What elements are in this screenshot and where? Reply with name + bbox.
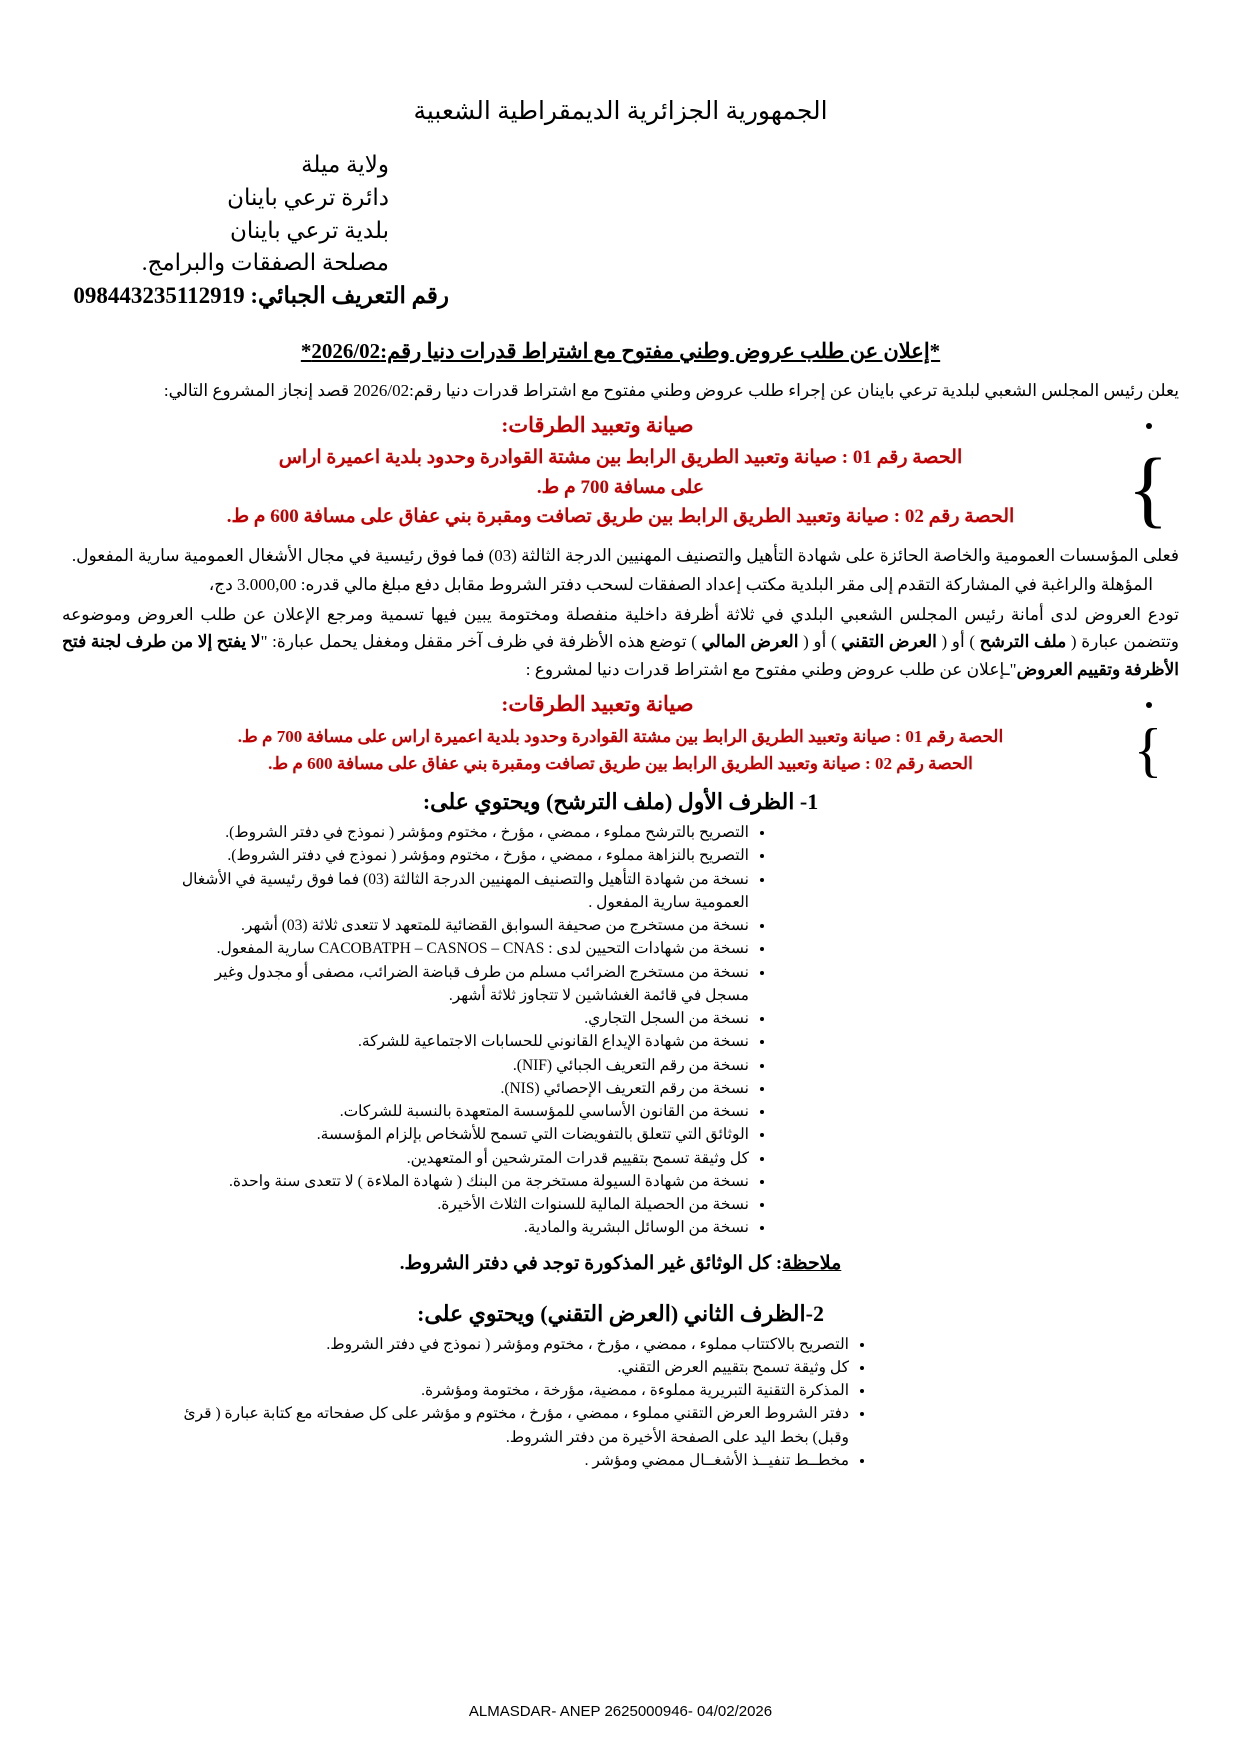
tax-id-value: 098443235112919 — [73, 282, 245, 308]
announcement-title: *إعلان عن طلب عروض وطني مفتوح مع اشتراط قدرات دنيا رقم:2026/02* — [300, 338, 941, 363]
do-not-open-label: لا يفتح إلا من طرف لجنة فتح الأظرفة وتقييم العروض — [62, 632, 1179, 679]
tax-id-label: رقم التعريف الجبائي: — [250, 282, 449, 308]
list-item: • نسخة من مستخرج الضرائب مسلم من طرف قباضة الضرائب، مصفى أو مجدول وغير مسجل في قائمة الغشاشين لا تتجاوز ثلاثة أشهر. — [172, 961, 749, 1008]
baladiya-line: بلدية ترعي باينان — [230, 217, 389, 243]
curly-brace-icon-2: } — [1133, 717, 1163, 784]
envelope-technical-label: العرض التقني — [841, 632, 937, 652]
section-1-heading: 1- الظرف الأول (ملف الترشح) ويحتوي على: — [422, 789, 819, 815]
list-item: • نسخة من السجل التجاري. — [172, 1007, 749, 1030]
lot-2-line-1: الحصة رقم 02 : صيانة وتعبيد الطريق الرابط بين طريق تصافت ومقبرة بني عفاق على مسافة 600 م ط. — [226, 506, 1015, 528]
section-2-heading: 2-الظرف الثاني (العرض التقني) ويحتوي على: — [417, 1300, 824, 1326]
lots-block-2 — [62, 717, 1179, 784]
document-content — [62, 96, 1179, 1472]
daira-line: دائرة ترعي باينان — [227, 184, 389, 210]
project-heading-list-2 — [62, 689, 1179, 721]
section-1-documents-list — [62, 821, 1179, 1240]
note-label: ملاحظة — [782, 1252, 842, 1274]
organization-block — [62, 149, 1179, 312]
envelope-financial-label: العرض المالي — [701, 632, 799, 652]
list-item: • دفتر الشروط العرض التقني مملوء ، ممضي ، مؤرخ ، مختوم و مؤشر على كل صفحاته مع كتابة عبارة ( قرئ وقبل) بخط اليد على الصفحة الأخيرة من دفتر الشروط. — [172, 1402, 849, 1449]
list-item: • نسخة من شهادات التحيين لدى : CACOBATPH – CASNOS – CNAS سارية المفعول. — [172, 937, 749, 960]
list-item: • كل وثيقة تسمح بتقييم العرض التقني. — [172, 1356, 849, 1379]
lot-1-line-1: الحصة رقم 01 : صيانة وتعبيد الطريق الرابط بين مشتة القوادرة وحدود بلدية اعميرة اراس — [278, 447, 963, 469]
project-heading-list — [62, 410, 1179, 442]
list-item: • نسخة من شهادة الإيداع القانوني للحسابات الاجتماعية للشركة. — [172, 1030, 749, 1053]
section-1-note — [62, 1252, 1179, 1275]
submission-text-g: ) توضع هذه الأظرفة في ظرف آخر مقفل ومغفل يحمل عبارة: " — [260, 632, 702, 652]
list-item: • مخطــط تنفيــذ الأشغــال ممضي ومؤشر . — [172, 1449, 849, 1472]
lot-2-compact: الحصة رقم 02 : صيانة وتعبيد الطريق الرابط بين طريق تصافت ومقبرة بني عفاق على مسافة 600 م ط. — [268, 754, 973, 774]
submission-text-a: تودع العروض لدى أمانة رئيس المجلس الشعبي البلدي في ثلاثة أظرفة داخلية منفصلة ومختومة يبين فيها تسمية ومرجع الإعلان عن طلب العروض وموضوعه وتتضمن عبارة ( — [62, 604, 1180, 652]
list-item: • نسخة من الحصيلة المالية للسنوات الثلاث الأخيرة. — [172, 1193, 749, 1216]
withdrawal-text-a: المؤهلة والراغبة في المشاركة التقدم إلى مقر البلدية مكتب إعداد الصفقات لسحب دفتر الشروط مقابل دفع مبلغ مالي قدره: 3.000,00 دج، — [208, 575, 1153, 595]
list-item: • نسخة من شهادة التأهيل والتصنيف المهنيين الدرجة الثالثة (03) فما فوق رئيسية في الأشغال العمومية سارية المفعول . — [172, 868, 749, 915]
withdrawal-paragraph — [62, 571, 1179, 599]
submission-text-e: ) أو ( — [798, 632, 842, 652]
project-heading: • صيانة وتعبيد الطرقات: — [62, 410, 1133, 442]
list-item: • نسخة من مستخرج من صحيفة السوابق القضائية للمتعهد لا تتعدى ثلاثة (03) أشهر. — [172, 914, 749, 937]
list-item: • التصريح بالنزاهة مملوء ، ممضي ، مؤرخ ، مختوم ومؤشر ( نموذج في دفتر الشروط). — [172, 844, 749, 867]
list-item: • نسخة من الوسائل البشرية والمادية. — [172, 1216, 749, 1239]
page-footer: ALMASDAR- ANEP 2625000946- 04/02/2026 — [468, 1703, 773, 1720]
note-text: : كل الوثائق غير المذكورة توجد في دفتر الشروط. — [399, 1252, 783, 1274]
section-2-documents-list — [62, 1333, 1179, 1473]
service-line: مصلحة الصفقات والبرامج. — [141, 250, 389, 276]
list-item: • نسخة من شهادة السيولة مستخرجة من البنك ( شهادة الملاءة ) لا تتعدى سنة واحدة. — [172, 1170, 749, 1193]
list-item: • التصريح بالاكتتاب مملوء ، ممضي ، مؤرخ ، مختوم ومؤشر ( نموذج في دفتر الشروط. — [172, 1333, 849, 1356]
list-item: • الوثائق التي تتعلق بالتفويضات التي تسمح للأشخاص بإلزام المؤسسة. — [172, 1123, 749, 1146]
wilaya-line: ولاية ميلة — [301, 152, 389, 178]
submission-text-c: ) أو ( — [936, 632, 980, 652]
list-item: • المذكرة التقنية التبريرية مملوءة ، ممضية، مؤرخة ، مختومة ومؤشرة. — [172, 1379, 849, 1402]
list-item: • كل وثيقة تسمح بتقييم قدرات المترشحين أو المتعهدين. — [172, 1147, 749, 1170]
lot-1-compact: الحصة رقم 01 : صيانة وتعبيد الطريق الرابط بين مشتة القوادرة وحدود بلدية اعميرة اراس على مسافة 700 م ط. — [237, 726, 1004, 746]
list-item: • نسخة من القانون الأساسي للمؤسسة المتعهدة بالنسبة للشركات. — [172, 1100, 749, 1123]
lots-block — [62, 439, 1179, 536]
list-item: • التصريح بالترشح مملوء ، ممضي ، مؤرخ ، مختوم ومؤشر ( نموذج في دفتر الشروط). — [172, 821, 749, 844]
list-item: • نسخة من رقم التعريف الإحصائي (NIS). — [172, 1077, 749, 1100]
intro-paragraph: يعلن رئيس المجلس الشعبي لبلدية ترعي باينان عن إجراء طلب عروض وطني مفتوح مع اشتراط قدرات دنيا رقم:2026/02 قصد إنجاز المشروع التالي: — [163, 380, 1179, 400]
lot-1-line-2: على مسافة 700 م ط. — [536, 476, 705, 498]
tax-id-line — [62, 280, 449, 313]
submission-text-i: "ـإعلان عن طلب عروض وطني مفتوح مع اشتراط قدرات دنيا لمشروع : — [525, 659, 1017, 679]
lots-text — [62, 439, 1179, 536]
project-heading-2: • صيانة وتعبيد الطرقات: — [62, 689, 1133, 721]
envelope-candidacy-label: ملف الترشح — [979, 632, 1067, 652]
republic-heading: الجمهورية الجزائرية الديمقراطية الشعبية — [413, 98, 828, 125]
submission-paragraph — [62, 601, 1179, 684]
qualification-paragraph: فعلى المؤسسات العمومية والخاصة الحائزة على شهادة التأهيل والتصنيف المهنيين الدرجة الثالثة (03) فما فوق رئيسية في مجال الأشغال العمومية سارية المفعول. — [71, 545, 1179, 565]
curly-brace-icon: } — [1127, 439, 1169, 536]
list-item: • نسخة من رقم التعريف الجبائي (NIF). — [172, 1054, 749, 1077]
lots-text-2 — [62, 717, 1179, 784]
